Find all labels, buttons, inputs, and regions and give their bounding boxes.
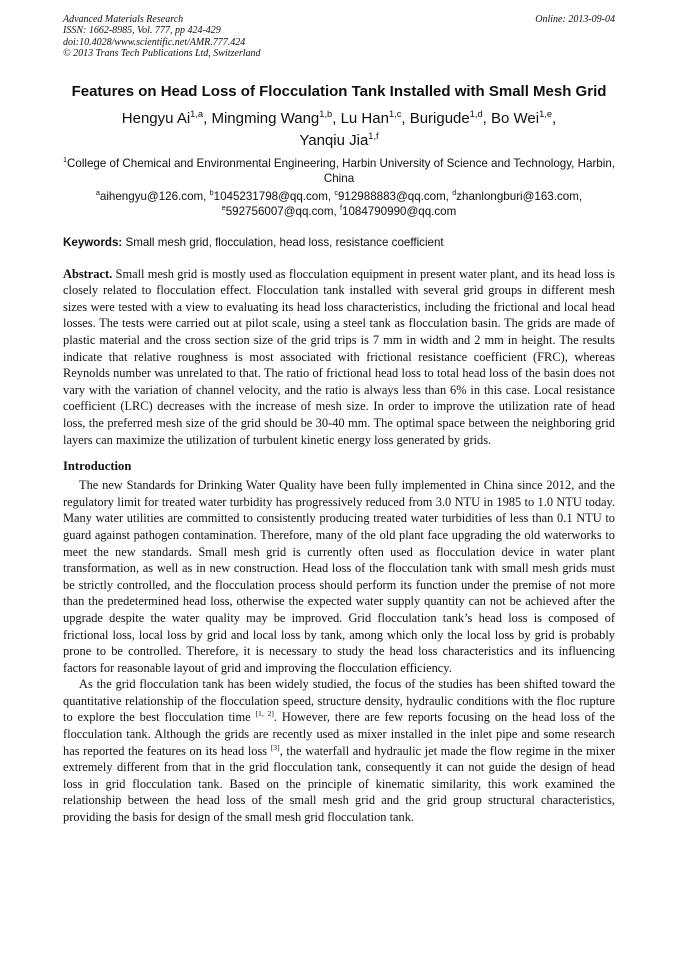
email-sup: a	[95, 187, 100, 197]
journal-header	[63, 14, 615, 60]
paragraph-text: As the grid flocculation tank has been widely studied, the focus of the studies has been shifted toward the quantitative relationship of the flocculation speed, structure density, hydraulic conditions with the floc rupture to explore the best flocculation time	[63, 677, 615, 725]
author-sup: 1,d	[469, 108, 483, 119]
abstract-text: Small mesh grid is mostly used as flocculation equipment in present water plant, and its head loss is closely related to flocculation effect. Flocculation tank installed with several grid groups in different mesh sizes were tested with a view to evaluating its head loss characteristics, including the frictional and local head losses. The tests were carried out at pilot scale, using a steel tank as flocculation basin. The grids are made of plastic material and the cross section size of the grid trips is 7 mm in width and 2 mm in height. The results indicate that relative roughness is most associated with frictional resistance coefficient (FRC), whereas Reynolds number was unrelated to that. The ratio of frictional head loss to total head loss of the basin does not vary with the variation of channel velocity, and the ratio is always less than 6% in this case. Local resistance coefficient (LRC) decreases with the increase of mesh size. In order to improve the utilization rate of head loss, the preferred mesh size of the grid should be 30-40 mm. The optimal space between the neighboring grid layers can maximize the utilization of turbulent kinetic energy loss generated by grids.	[63, 266, 615, 447]
author-emails: $^a$aihengyu@126.com, $^b$1045231798@qq.com, $^c$912988883@qq.com, $^d$zhanlongburi@163.com, $^e$592756007@qq.com, $^f$1084790990@qq.com	[95, 187, 583, 218]
abstract-label: Abstract.	[63, 266, 113, 281]
paragraph-text: . However, there are few reports focusing on the head loss of the flocculation tank. Although the grids are recently used as mixer installed in the inlet pipe and some research has reported the features on its head loss	[63, 710, 615, 758]
keywords	[63, 235, 615, 250]
section-heading-introduction: Introduction	[63, 459, 132, 474]
email-address: zhanlongburi@163.com	[456, 189, 579, 203]
paper-page	[63, 14, 615, 826]
email-address: 1045231798@qq.com	[213, 189, 328, 203]
doi-line: doi:10.4028/www.scientific.net/AMR.777.424	[63, 36, 246, 48]
keywords-text: Small mesh grid, flocculation, head loss, resistance coefficient	[125, 235, 444, 249]
introduction-paragraph-1: The new Standards for Drinking Water Quality have been fully implemented in China since 2012, and the regulatory limit for treated water turbidity has progressively reduced from 3.0 NTU in 1985 to 1.0 NTU today. Many water utilities are committed to consistently producing treated water turbidities of less than 0.1 NTU to guard against pathogen contamination. Therefore, many of the old plant face upgrading the old waterworks to meet the new standards. Small mesh grid is currently often used as flocculation device in water plant transformation, as well as in new construction. Head loss of the flocculation tank with small mesh grids must be strictly controlled, and the flocculation process should perform its function under the premise of not more than the predetermined head loss, otherwise the expected water supply quantity can not be achieved after the upgrade despite the water quality may be improved. Grid flocculation tank’s head loss is composed of frictional loss, local loss by grid and local loss by tank, among which only the local loss by grid is probably prone to be controlled. Therefore, it is necessary to study the head loss characteristics and its influencing factors for reasonable layout of grid and improving the flocculation efficiency.	[63, 478, 615, 675]
author-sup: 1,f	[368, 130, 379, 141]
paragraph-text: , the waterfall and hydraulic jet made the flow regime in the mixer extremely different from that in the grid flocculation tank, consequently it can not guide the design of head loss in grid flocculation tank. Based on the principle of kinematic similarity, this work examined the relationship between the head loss of the small mesh grid and the grid group structural characteristics, providing the basis for design of the small mesh grid flocculation tank.	[63, 743, 615, 825]
journal-name: Advanced Materials Research	[63, 14, 184, 25]
author-list: Hengyu Ai$^{1,a}$, Mingming Wang$^{1,b}$, Lu Han$^{1,c}$, Burigude$^{1,d}$, Bo Wei$^{1,e}$, Yanqiu Jia$^{1,f}$	[121, 108, 557, 149]
author-sup: 1,e	[539, 108, 553, 119]
email-sup: e	[221, 202, 226, 212]
abstract	[63, 266, 615, 449]
email-sup: d	[452, 187, 457, 197]
affiliation-sup: 1	[63, 154, 67, 164]
author-sup: 1,a	[190, 108, 204, 119]
email-address: aihengyu@126.com	[99, 189, 204, 203]
keywords-label: Keywords:	[63, 235, 123, 249]
citation: [3]	[270, 742, 280, 752]
paper-title: Features on Head Loss of Flocculation Tank Installed with Small Mesh Grid	[71, 82, 607, 100]
author-name: Burigude	[409, 109, 470, 127]
online-date: Online: 2013-09-04	[535, 14, 615, 25]
affiliation	[63, 156, 615, 186]
author-name: Yanqiu Jia	[299, 131, 369, 149]
email-address: 1084790990@qq.com	[342, 204, 457, 218]
email-sup: b	[209, 187, 214, 197]
author-name: Mingming Wang	[211, 109, 320, 127]
author-sup: 1,c	[388, 108, 402, 119]
email-address: 912988883@qq.com	[337, 189, 446, 203]
copyright-line: © 2013 Trans Tech Publications Ltd, Switzerland	[63, 48, 261, 60]
author-name: Bo Wei	[491, 109, 540, 127]
affiliation-text: College of Chemical and Environmental Engineering, Harbin University of Science and Technology, Harbin, China	[67, 156, 615, 185]
author-name: Hengyu Ai	[121, 109, 191, 127]
email-address: 592756007@qq.com	[225, 204, 334, 218]
author-sup: 1,b	[319, 108, 333, 119]
citation: [1, 2]	[255, 709, 274, 719]
introduction-paragraph-2	[63, 676, 615, 825]
email-sup: c	[334, 187, 338, 197]
email-sup: f	[340, 202, 342, 212]
issn-line: ISSN: 1662-8985, Vol. 777, pp 424-429	[63, 25, 221, 37]
author-name: Lu Han	[340, 109, 389, 127]
